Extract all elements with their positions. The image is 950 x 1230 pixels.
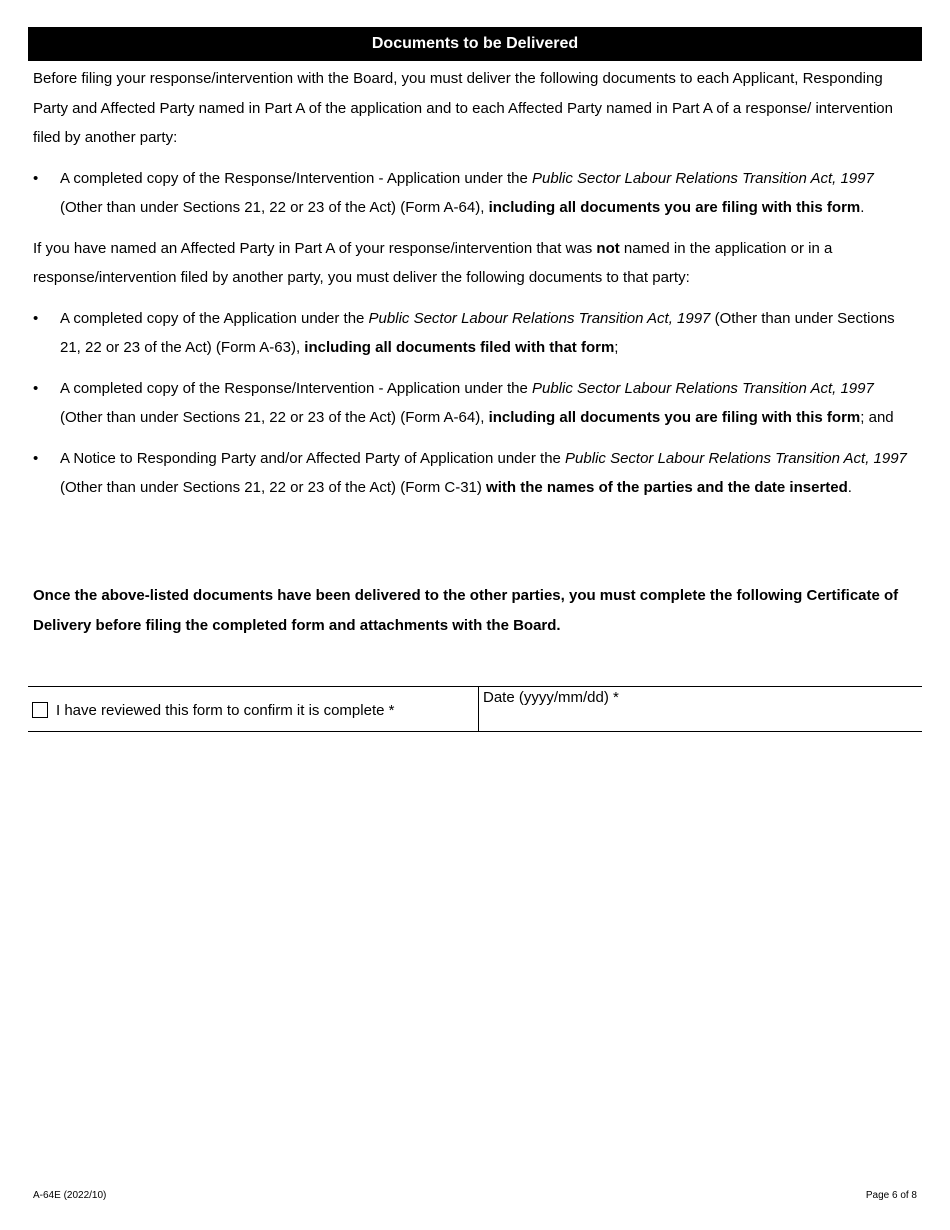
bullet-marker: • xyxy=(33,379,39,397)
list-item: • A completed copy of the Application under the Public Sector Labour Relations Transition Act, 1997 (Other than under Sections 21, 22 or 23 of the Act) (Form A-63), including all documents filed with that form; xyxy=(33,304,917,363)
form-code: A-64E (2022/10) xyxy=(33,1190,107,1201)
intro-paragraph: Before filing your response/intervention with the Board, you must deliver the following documents to each Applicant, Responding Party and Affected Party named in Part A of the application and to each Affected Party named in Part A of a response/ intervention filed by another party: xyxy=(33,70,893,146)
list-item: • A completed copy of the Response/Intervention - Application under the Public Sector Labour Relations Transition Act, 1997 (Other than under Sections 21, 22 or 23 of the Act) (Form A-64), including all documents you are filing with this form; and xyxy=(33,374,917,433)
date-field-label: Date (yyyy/mm/dd) * xyxy=(483,689,619,706)
section-title: Documents to be Delivered xyxy=(28,27,922,61)
confirmation-table xyxy=(28,686,922,732)
act-name: Public Sector Labour Relations Transition Act, 1997 xyxy=(368,309,711,327)
bullet-marker: • xyxy=(33,169,39,187)
act-name: Public Sector Labour Relations Transition Act, 1997 xyxy=(565,449,907,467)
certificate-instruction: Once the above-listed documents have been delivered to the other parties, you must complete the following Certificate of Delivery before filing the completed form and attachments with the Board. xyxy=(33,587,899,634)
bullet-marker: • xyxy=(33,449,39,467)
date-field[interactable] xyxy=(479,687,922,731)
affected-party-paragraph: If you have named an Affected Party in Part A of your response/intervention that was not named in the application or in a response/intervention filed by another party, you must deliver the following documents to that party: xyxy=(33,239,833,286)
bullet-marker: • xyxy=(33,309,39,327)
confirm-cell xyxy=(28,687,479,731)
confirm-checkbox-label: I have reviewed this form to confirm it is complete * xyxy=(56,701,395,719)
act-name: Public Sector Labour Relations Transition Act, 1997 xyxy=(531,169,874,187)
page-number: Page 6 of 8 xyxy=(865,1190,917,1201)
act-name: Public Sector Labour Relations Transition Act, 1997 xyxy=(531,379,874,397)
confirm-checkbox[interactable] xyxy=(32,702,48,718)
list-item: • A completed copy of the Response/Intervention - Application under the Public Sector Labour Relations Transition Act, 1997 (Other than under Sections 21, 22 or 23 of the Act) (Form A-64), including all documents you are filing with this form. xyxy=(33,164,917,223)
list-item: • A Notice to Responding Party and/or Affected Party of Application under the Public Sector Labour Relations Transition Act, 1997 (Other than under Sections 21, 22 or 23 of the Act) (Form C-31) with the names of the parties and the date inserted. xyxy=(33,444,917,503)
instructions-body xyxy=(33,64,917,503)
